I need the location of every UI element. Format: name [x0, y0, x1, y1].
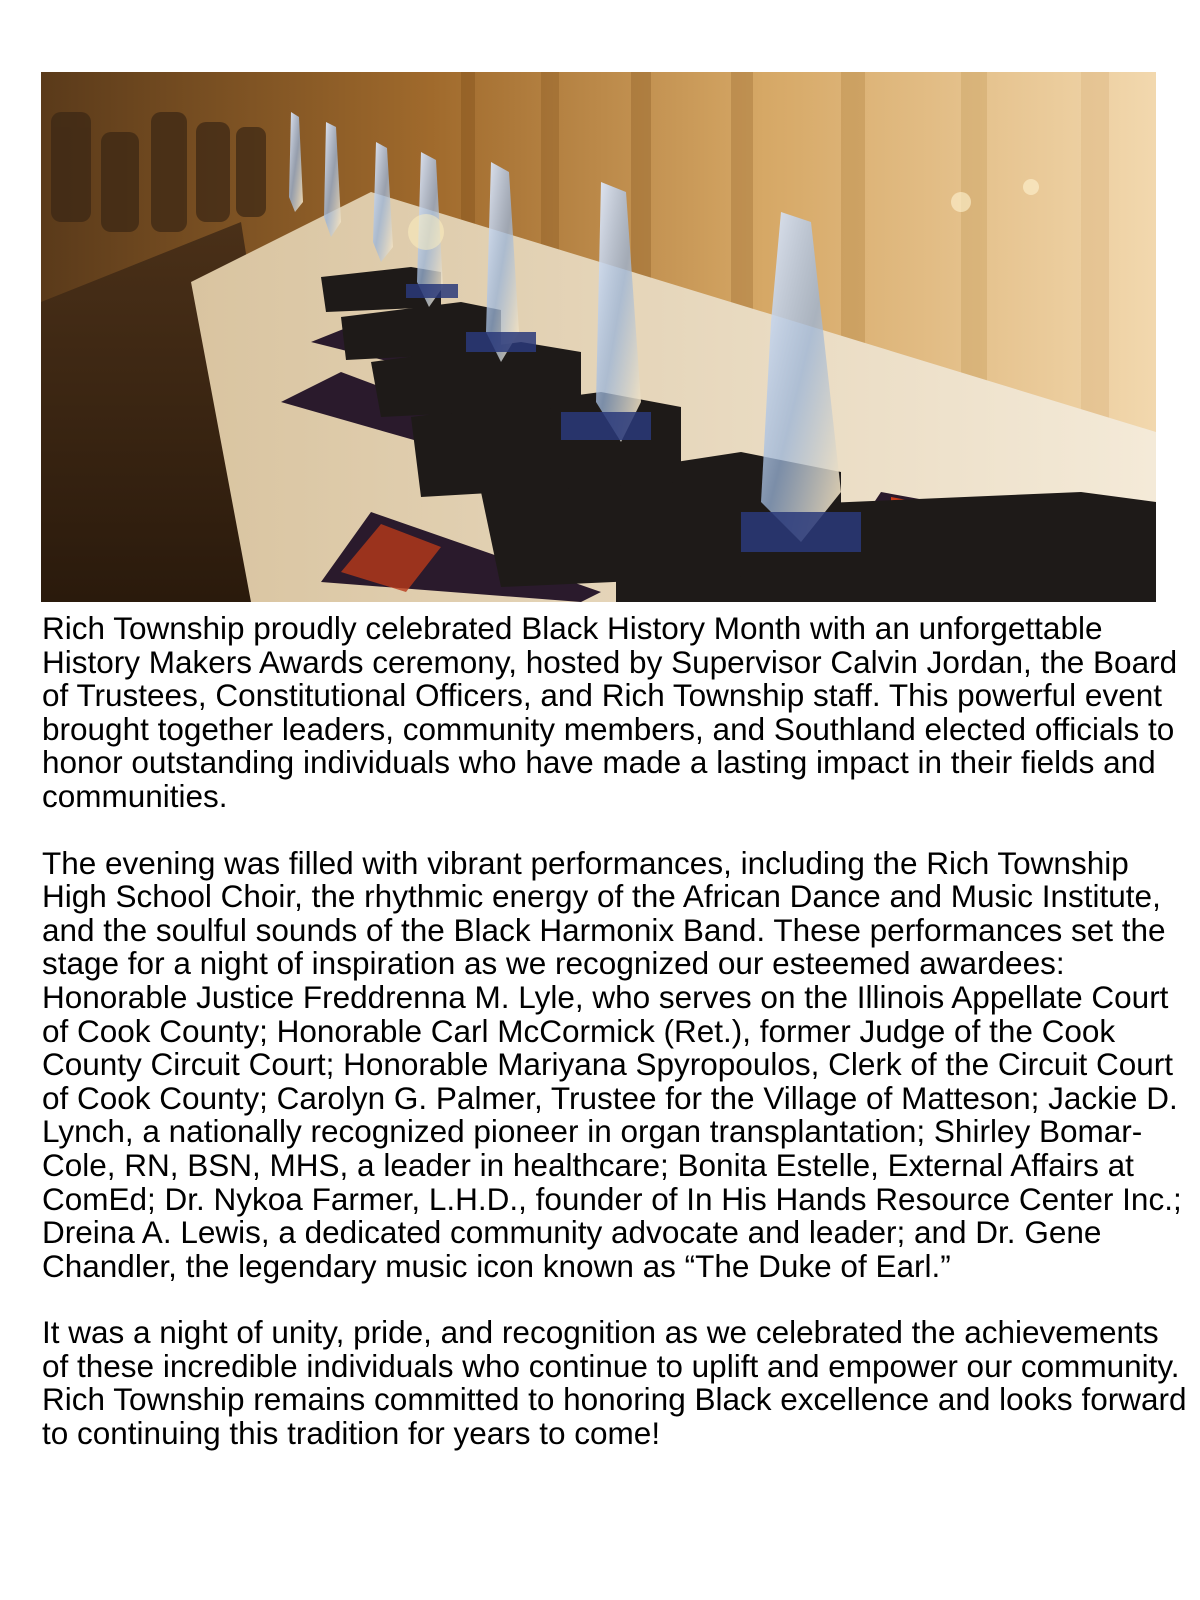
award-trophies-photo	[41, 72, 1156, 602]
article-paragraph-3: It was a night of unity, pride, and recognition as we celebrated the achievements of these incredible individuals who continue to uplift and empower our community. Rich Township remains committed to honoring Black excellence and looks forward to continuing this tradition for years to come!	[42, 1314, 1187, 1452]
article-body	[42, 612, 1187, 1484]
article-paragraph-2: The evening was filled with vibrant performances, including the Rich Township High School Choir, the rhythmic energy of the African Dance and Music Institute, and the soulful sounds of the Black Harmonix Band. These performances set the stage for a night of inspiration as we recognized our esteemed awardees: Honorable Justice Freddrenna M. Lyle, who serves on the Illinois Appellate Court of Cook County; Honorable Carl McCormick (Ret.), former Judge of the Cook County Circuit Court; Honorable Mariyana Spyropoulos, Clerk of the Circuit Court of Cook County; Carolyn G. Palmer, Trustee for the Village of Matteson; Jackie D. Lynch, a nationally recognized pioneer in organ transplantation; Shirley Bomar-Cole, RN, BSN, MHS, a leader in healthcare; Bonita Estelle, External Affairs at ComEd; Dr. Nykoa Farmer, L.H.D., founder of In His Hands Resource Center Inc.; Dreina A. Lewis, a dedicated community advocate and leader; and Dr. Gene Chandler, the legendary music icon known as “The Duke of Earl.”	[42, 844, 1182, 1284]
photo-illustration	[41, 72, 1156, 602]
article-paragraph-1: Rich Township proudly celebrated Black History Month with an unforgettable History Makers Awards ceremony, hosted by Supervisor Calvin Jordan, the Board of Trustees, Constitutional Officers, and Rich Township staff. This powerful event brought together leaders, community members, and Southland elected officials to honor outstanding individuals who have made a lasting impact in their fields and communities.	[42, 610, 1178, 814]
